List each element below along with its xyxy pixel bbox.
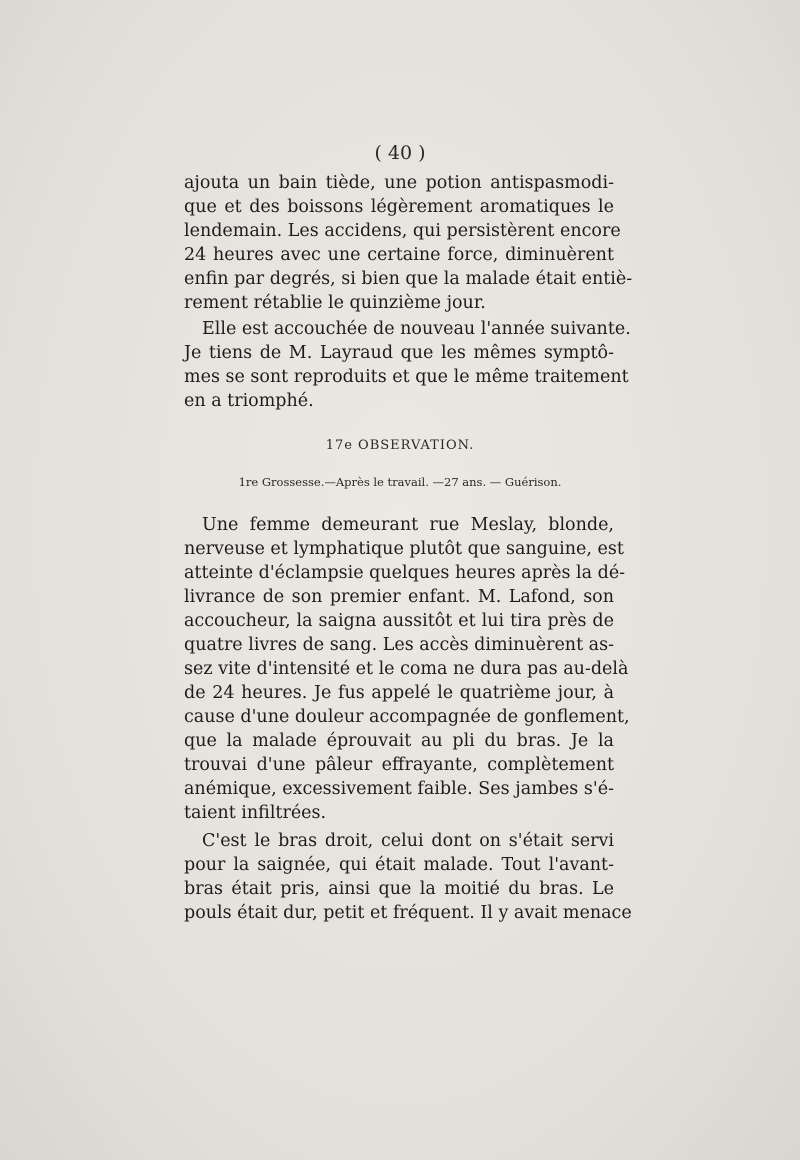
text-line: taient infiltrées. [184,803,327,823]
page-number: ( 40 ) [374,142,426,164]
text-line: rement rétablie le quinzième jour. [184,293,486,313]
text-line: lendemain. Les accidens, qui persistèrent encore [184,221,621,241]
text-line: enfin par degrés, si bien que la malade était entiè- [184,269,633,289]
text-line: ajouta un bain tiède, une potion antispasmodi- [184,173,614,193]
text-line: trouvai d'une pâleur effrayante, complètement [184,755,614,775]
text-line: bras était pris, ainsi que la moitié du bras. Le [184,879,614,899]
text-line: nerveuse et lymphatique plutôt que sanguine, est [184,539,624,559]
text-line: sez vite d'intensité et le coma ne dura pas au-delà [184,659,629,679]
text-line: livrance de son premier enfant. M. Lafond, son [184,587,614,607]
text-line: atteinte d'éclampsie quelques heures après la dé- [184,563,626,583]
text-line: pouls était dur, petit et fréquent. Il y avait menace [184,903,632,923]
text-line: en a triomphé. [184,391,314,411]
text-line: quatre livres de sang. Les accès diminuèrent as- [184,635,614,655]
text-line: Je tiens de M. Layraud que les mêmes symptô- [184,343,614,363]
text-line: anémique, excessivement faible. Ses jambes s'é- [184,779,614,799]
text-line: Elle est accouchée de nouveau l'année suivante. [202,319,631,339]
text-line: C'est le bras droit, celui dont on s'était servi [202,831,614,851]
text-line: que la malade éprouvait au pli du bras. Je la [184,731,614,751]
observation-subtitle: 1re Grossesse.—Après le travail. —27 ans. — Guérison. [238,475,562,489]
text-line: de 24 heures. Je fus appelé le quatrième jour, à [184,683,614,703]
text-line: Une femme demeurant rue Meslay, blonde, [202,515,614,535]
observation-title: 17e OBSERVATION. [325,438,475,453]
text-line: que et des boissons légèrement aromatiques le [184,197,614,217]
text-line: pour la saignée, qui était malade. Tout l'avant- [184,855,614,875]
text-line: accoucheur, la saigna aussitôt et lui tira près de [184,611,614,631]
text-line: mes se sont reproduits et que le même traitement [184,367,629,387]
text-line: cause d'une douleur accompagnée de gonflement, [184,707,630,727]
text-line: 24 heures avec une certaine force, diminuèrent [184,245,614,265]
